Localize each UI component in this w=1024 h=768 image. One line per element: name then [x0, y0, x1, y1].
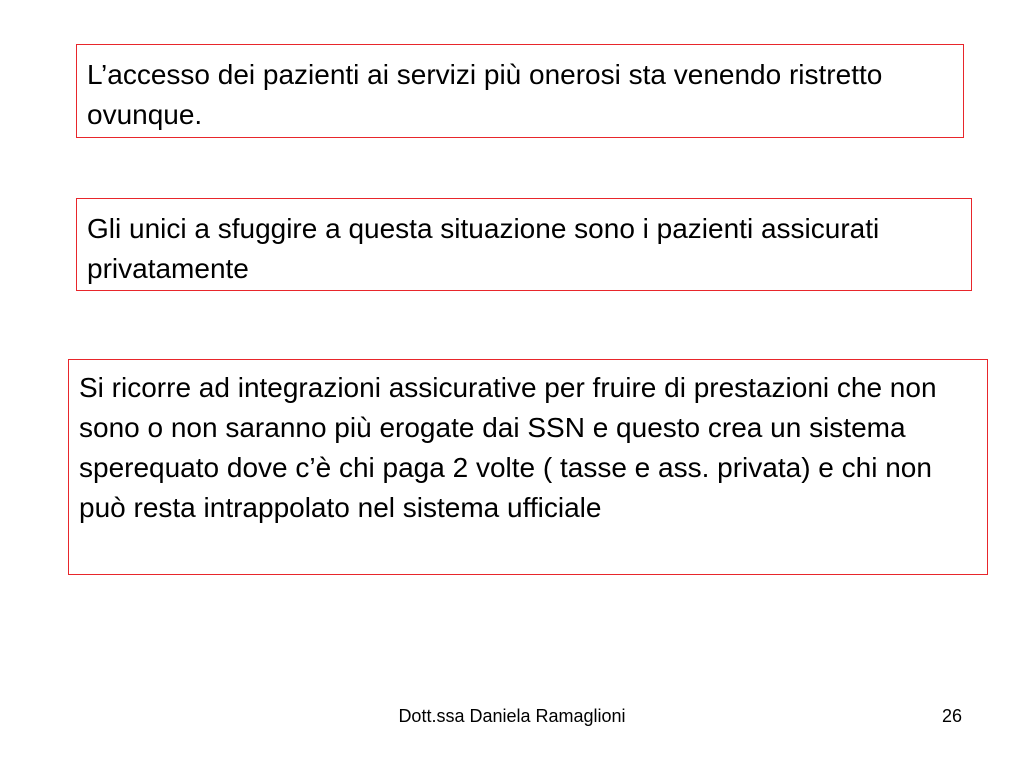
text-box-insured-patients	[76, 198, 972, 291]
text-box-insurance-integrations	[68, 359, 988, 575]
page-number: 26	[941, 706, 962, 726]
footer-author: Dott.ssa Daniela Ramaglioni	[398, 706, 626, 726]
text-box-insured-patients-text: Gli unici a sfuggire a questa situazione sono i pazienti assicurati privatamente	[87, 213, 880, 284]
text-box-access-restriction	[76, 44, 964, 138]
text-box-access-restriction-text: L’accesso dei pazienti ai servizi più onerosi sta venendo ristretto ovunque.	[87, 59, 883, 130]
text-box-insurance-integrations-text: Si ricorre ad integrazioni assicurative per fruire di prestazioni che non sono o non saranno più erogate dai SSN e questo crea un sistema sperequato dove c’è chi paga 2 volte ( tasse e ass. privata) e chi non può resta intrappolato nel sistema ufficiale	[79, 372, 937, 523]
